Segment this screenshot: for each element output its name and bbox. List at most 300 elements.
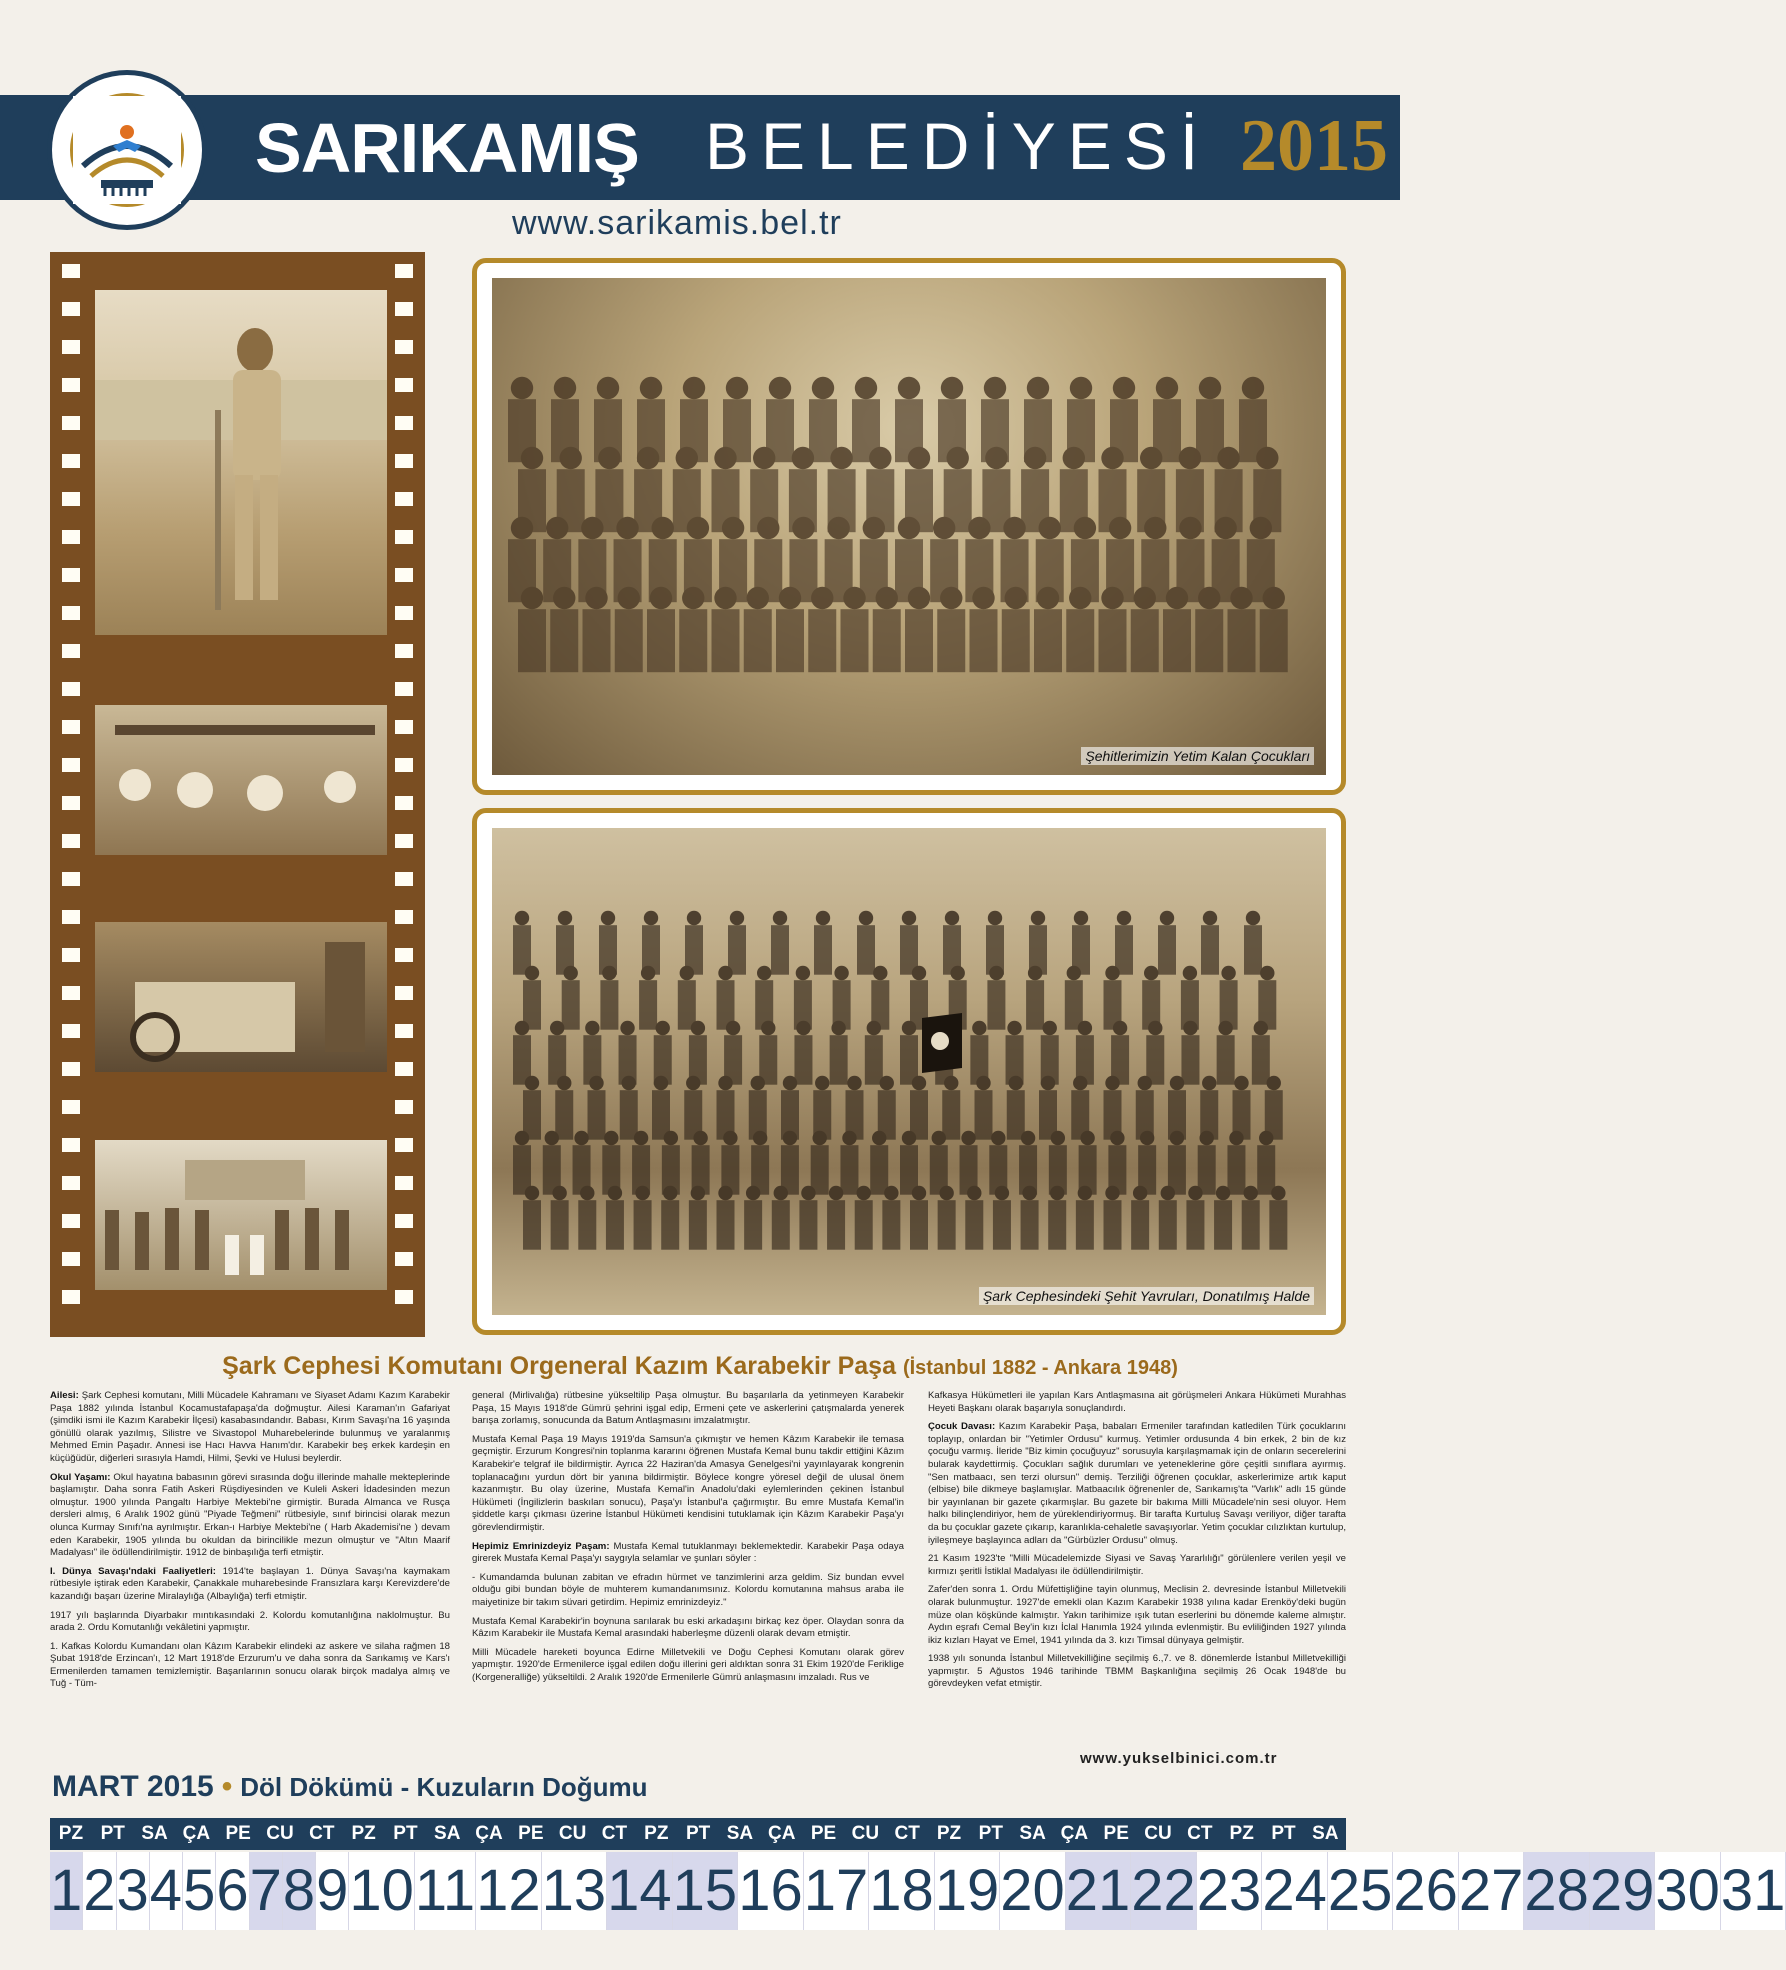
figure-head [995,1186,1009,1200]
figure-head [652,517,674,539]
figure-body [1252,1035,1270,1085]
photo-credit-website[interactable]: www.yukselbinici.com.tr [1080,1750,1278,1767]
sprocket-hole [62,986,80,1000]
article-paragraph [472,1434,904,1535]
municipality-website[interactable]: www.sarikamis.bel.tr [512,204,842,242]
calendar-day: 27 [1459,1852,1525,1930]
weekday-label: CU [266,1823,294,1844]
figure-head [968,517,990,539]
sprocket-hole [62,1252,80,1266]
figure-head [1217,447,1239,469]
figure-head [816,911,830,925]
figure-head [792,517,814,539]
figure-body [942,1090,960,1140]
figure-head [873,966,887,980]
figure-head [560,447,582,469]
brand-name-light: BELEDİYESİ [705,109,1211,183]
figure-head [834,966,848,980]
figure-head [525,1186,539,1200]
calendar-day: 2 [83,1852,116,1930]
sprocket-hole [395,1252,413,1266]
figure-body [588,1090,606,1140]
figure-head [863,517,885,539]
sprocket-hole [62,948,80,962]
figure-body [814,925,832,975]
paragraph-heading: Okul Yaşamı: [50,1471,111,1483]
figure-body [970,609,998,672]
sprocket-hole [62,1138,80,1152]
paragraph-text: 1917 yılı başlarında Diyarbakır mıntıkasındaki 2. Kolordu komutanlığına naklolmuştur. Bu arada 2. Ordu Komutanlığı vekâletini yapmıştır. [50,1609,450,1634]
paragraph-text: 1938 yılı sonunda İstanbul Milletvekilliğine seçilmiş 6.,7. ve 8. dönemlerde İstanbul Milletvekilliği yapmıştır. 5 Ağustos 1946 tarihinde TBMM Başkanlığına seçilmiş 26 Ocak 1948'de bu görevdeyken vefat etmiştir. [928,1653,1346,1690]
figure-head [801,1186,815,1200]
figure-head [985,447,1007,469]
figure-body [1186,1200,1204,1250]
photo-frame-children-exercise [95,705,387,855]
figure-head [902,1021,916,1035]
weekday-label: SA [726,1823,754,1844]
sprocket-hole [395,986,413,1000]
figure-head [1134,587,1156,609]
figure-body [1131,609,1159,672]
article-paragraph [50,1566,450,1604]
figure-head [687,517,709,539]
figure-body [1076,1200,1094,1250]
paragraph-heading: Ailesi: [50,1390,79,1401]
sprocket-hole [395,492,413,506]
figure-head [757,517,779,539]
sprocket-hole [395,644,413,658]
article-paragraph [928,1584,1346,1647]
figure-head [843,587,865,609]
figure-head [718,1186,732,1200]
calendar-day: 3 [117,1852,150,1930]
figure-head [635,1186,649,1200]
figure-body [689,1200,707,1250]
calendar-day: 31 [1721,1852,1786,1930]
figure-head [1242,377,1264,399]
article-title-years: (İstanbul 1882 - Ankara 1948) [902,1357,1178,1379]
figure-body [938,1200,956,1250]
weekday-label: CU [1144,1823,1172,1844]
sprocket-hole [62,910,80,924]
figure-body [518,609,546,672]
figure-head [1179,517,1201,539]
figure-head [1113,377,1135,399]
figure-body [1257,1145,1275,1195]
calendar-day: 21 [1066,1852,1132,1930]
article-paragraph [472,1541,904,1566]
figure-head [773,911,787,925]
figure-head [1161,1186,1175,1200]
figure-head [1050,1186,1064,1200]
figure-head [676,447,698,469]
figure-head [1203,911,1217,925]
figure-head [812,1131,826,1145]
figure-body [1158,925,1176,975]
figure-head [1183,966,1197,980]
printing-press-photo [95,922,387,1072]
figure-body [905,609,933,672]
paragraph-text: Mustafa Kemal Karabekir'in boynuna sarılarak bu eski arkadaşını birkaç kez öper. Olaydan sonra da Kâzım Karabekir ile Mustafa Kemal arasındaki haberleşme düzenli olarak devam etmiştir. [472,1615,904,1640]
figure-body [550,609,578,672]
figure-body [987,980,1005,1029]
figure-head [1170,1131,1184,1145]
photo-frame-printing-press [95,922,387,1072]
figure-head [912,966,926,980]
figure-body [620,1090,638,1140]
figure-head [1244,1186,1258,1200]
figure-head [940,587,962,609]
figure-head [941,377,963,399]
figure-head [1113,1021,1127,1035]
figure-body [855,1200,873,1250]
figure-body [993,1200,1011,1250]
figure-head [783,1076,797,1090]
calendar-day: 26 [1393,1852,1459,1930]
figure-body [523,1200,541,1250]
calendar-day: 18 [869,1852,935,1930]
paragraph-heading: Hepimiz Emrinizdeyiz Paşam: [472,1540,610,1552]
sprocket-hole [395,606,413,620]
calendar-day: 23 [1197,1852,1263,1930]
figure-head [545,1131,559,1145]
paragraph-text: Mustafa Kemal tutuklanmayı beklemektedir. Karabekir Paşa odaya girerek Mustafa Kemal Paşa'yı saygıyla selamlar ve şunları söyler : [472,1540,904,1565]
calendar-day: 4 [150,1852,183,1930]
figure-head [558,911,572,925]
sprocket-hole [395,796,413,810]
figure-body [910,1200,928,1250]
figure-head [827,517,849,539]
figure-head [1074,517,1096,539]
figure-head [691,1021,705,1035]
brand-name-bold: SARIKAMIŞ [255,109,639,187]
figure-body [661,1200,679,1250]
figure-head [1267,1076,1281,1090]
sprocket-hole [62,872,80,886]
figure-body [647,609,675,672]
figure-head [1022,1186,1036,1200]
sprocket-hole [62,568,80,582]
weekday-label: CU [851,1823,880,1844]
weekday-label: PZ [58,1823,84,1844]
sprocket-hole [62,644,80,658]
figure-head [687,911,701,925]
sprocket-hole [395,1062,413,1076]
calendar-day: 28 [1524,1852,1590,1930]
figure-body [1048,1200,1066,1250]
sprocket-hole [62,264,80,278]
figure-head [898,517,920,539]
figure-head [683,377,705,399]
paragraph-text: 1. Kafkas Kolordu Kumandanı olan Kâzım Karabekir elindeki az askere ve silaha rağmen 18 Şubat 1918'de Erzincan'ı, 12 Mart 1918'de Erzurum'u ve daha sonra da Sarıkamış ve Kars'ı Ermenilerden tamamen temizlemiştir. Başarılarının sonucu olarak birçok madalya almış ve Tuğ - Tüm- [50,1640,450,1690]
figure-head [932,1131,946,1145]
calendar-day: 19 [935,1852,1001,1930]
article-paragraph [472,1572,904,1610]
weekday-label: PT [1271,1823,1296,1844]
figure-head [829,1186,843,1200]
figure-head [1234,1076,1248,1090]
figure-body [776,609,804,672]
sprocket-hole [62,834,80,848]
figure-head [1138,1076,1152,1090]
figure-head [984,377,1006,399]
calendar-year: 2015 [1240,105,1388,187]
figure-body [606,1200,624,1250]
article-column-3 [928,1390,1346,1697]
article-column-1 [50,1390,450,1697]
figure-head [1105,1076,1119,1090]
article-paragraph [472,1390,904,1428]
figure-head [580,1186,594,1200]
figure-body [857,925,875,975]
figure-head [515,911,529,925]
weekday-label: ÇA [767,1823,796,1844]
figure-head [1256,447,1278,469]
figure-head [1101,447,1123,469]
sprocket-hole [395,1138,413,1152]
children-regiment-illustration [492,828,1326,1315]
figure-head [1166,587,1188,609]
weekday-label: PZ [936,1823,962,1844]
figure-body [1034,609,1062,672]
figure-body [1181,1035,1199,1085]
sprocket-hole [395,948,413,962]
figure-head [1133,1186,1147,1200]
figure-head [876,587,898,609]
figure-head [1028,966,1042,980]
figure-body [1099,609,1127,672]
figure-head [1230,587,1252,609]
sprocket-hole [395,834,413,848]
figure-head [753,447,775,469]
figure-head [944,1076,958,1090]
figure-head [1246,911,1260,925]
figure-body [744,609,772,672]
figure-head [1005,587,1027,609]
figure-head [1156,377,1178,399]
figure-body [1228,609,1256,672]
figure-head [1109,517,1131,539]
figure-head [753,1131,767,1145]
figure-body [1244,925,1262,975]
figure-head [1216,1186,1230,1200]
figure-body [827,1200,845,1250]
sprocket-hole [62,682,80,696]
sprocket-hole [395,568,413,582]
weekday-label: ÇA [475,1823,503,1844]
figure-head [1271,1186,1285,1200]
article-paragraph [50,1641,450,1691]
figure-head [730,911,744,925]
figure-head [574,1131,588,1145]
figure-head [693,1131,707,1145]
figure-body [811,1145,829,1195]
figure-head [783,1131,797,1145]
figure-head [988,911,1002,925]
paragraph-text: 21 Kasım 1923'te "Milli Mücadelemizde Siyasi ve Savaş Yararlılığı" görülenlere verilen yeşil ve kırmızı şeritli İstiklal Madalyası ile ödüllendirilmiştir. [928,1553,1346,1577]
figure-head [1140,447,1162,469]
figure-head [723,1131,737,1145]
figure-head [608,1186,622,1200]
figure-head [1021,1131,1035,1145]
figure-body [678,980,696,1029]
paragraph-text: Şark Cephesi komutanı, Milli Mücadele Kahramanı ve Siyaset Adamı Kazım Karabekir Paşa 1882 yılında İstanbul Kocamustafapaşa'da doğmuştur. Ailesi Karaman'ın Gafariyat (şimdiki ismi ile Kazım Karabekir İlçesi) kasabasındandır. Babası, Kırım Savaşı'na 16 yaşında gönüllü olarak yazılmış, Silistre ve Sivastopol Muharebelerinde bulunmuş ve yaralanmış Mehmed Emin Paşadır. Annesi ise Hacı Havva Hanım'dır. Karabekir beş erkek kardeşin en küçüğüdür, diğerleri sırasıyla Hamdi, Hilmi, Şevki ve Hulusi beylerdir. [50,1390,450,1464]
figure-body [799,1200,817,1250]
figure-body [1131,1200,1149,1250]
figure-body [562,980,580,1029]
figure-head [1117,911,1131,925]
weekday-label: CT [601,1823,628,1844]
figure-body [1104,1200,1122,1250]
figure-head [757,966,771,980]
photo-frame-group-outdoors [95,1140,387,1290]
figure-body [771,925,789,975]
sprocket-hole [62,606,80,620]
figure-head [598,447,620,469]
figure-head [550,1021,564,1035]
sprocket-hole [395,1024,413,1038]
weekday-label: PT [685,1823,711,1844]
sprocket-hole [62,416,80,430]
sprocket-hole [395,378,413,392]
figure-head [989,966,1003,980]
figure-body [1217,1035,1235,1085]
orphaned-children-photo [492,278,1326,775]
figure-head [634,1131,648,1145]
sprocket-hole [395,682,413,696]
figure-head [976,1076,990,1090]
figure-head [1218,1021,1232,1035]
figure-body [1007,1090,1025,1140]
figure-body [615,609,643,672]
figure-body [578,1200,596,1250]
figure-head [1254,1021,1268,1035]
paragraph-text: Zafer'den sonra 1. Ordu Müfettişliğine tayin olunmuş, Meclisin 2. devresinde İstanbul Milletvekili olarak bulunmuştur. 1927'de emekli olan Kazım Karabekir 1938 yılına kadar Erenköy'deki bugün müze olan köşkünde kalmıştır. Yakın tarihimize ışık tutan eserlerini bu dönemde kaleme almıştır. Aydın eşrafı Cemal Bey'in kızı İclal Hanımla 1924 yılında evlenmiştir. Bu evliliğinden 1927 yılında ikiz kızları Hayat ve Emel, 1941 yılında da 3. kızı Timsal dünyaya gelmiştir. [928,1584,1346,1646]
sprocket-hole [62,796,80,810]
figure-head [597,377,619,399]
sprocket-hole [62,1024,80,1038]
figure-head [714,447,736,469]
figure-head [961,1131,975,1145]
sprocket-hole [395,530,413,544]
figure-body [1115,925,1133,975]
figure-head [933,517,955,539]
figure-body [679,609,707,672]
calendar-day: 11 [415,1852,476,1930]
figure-head [1009,1076,1023,1090]
weekday-label: ÇA [1060,1823,1089,1844]
calendar-day: 7 [250,1852,283,1930]
calendar-day-row [50,1852,1786,1930]
figure-body [1201,925,1219,975]
calendar-month-subtitle: Döl Dökümü - Kuzuların Doğumu [240,1772,648,1802]
figure-body [639,980,657,1029]
figure-head [1105,1186,1119,1200]
figure-body [975,1090,993,1140]
calendar-day: 8 [283,1852,316,1930]
paragraph-text: 1914'te başlayan 1. Dünya Savaşı'na kaymakam rütbesiyle iştirak eden Karabekir, Çanakkale muharebesinde Fransızlara karşı Kerevizdere'de kazandığı başarı üzerine Miralaylığa (Albaylığa) terfi etmiştir. [50,1565,450,1602]
sprocket-hole [62,720,80,734]
figure-head [1263,587,1285,609]
sprocket-hole [395,454,413,468]
figure-head [1024,447,1046,469]
figure-body [830,1035,848,1085]
figure-head [774,1186,788,1200]
figure-body [1065,980,1083,1029]
figure-head [779,587,801,609]
sprocket-hole [395,416,413,430]
figure-head [515,1021,529,1035]
figure-body [865,1035,883,1085]
figure-head [947,447,969,469]
figure-head [718,1076,732,1090]
sprocket-hole [62,492,80,506]
calendar-day: 29 [1590,1852,1656,1930]
figure-head [972,1021,986,1035]
figure-head [792,447,814,469]
article-paragraph [928,1390,1346,1415]
figure-head [898,377,920,399]
sprocket-hole [395,872,413,886]
calendar-month-label: MART 2015 [52,1770,214,1803]
weekday-label: CT [894,1823,920,1844]
weekday-label: CT [1187,1823,1213,1844]
soldier-children-photo-frame [472,808,1346,1335]
figure-head [811,587,833,609]
weekday-label: CU [558,1823,587,1844]
figure-head [641,966,655,980]
logo-emblem [70,93,184,207]
figure-head [1080,1131,1094,1145]
figure-head [1074,911,1088,925]
calendar-day: 20 [1000,1852,1066,1930]
figure-head [554,377,576,399]
figure-body [1260,609,1288,672]
figure-head [664,1131,678,1145]
calendar-day: 6 [216,1852,249,1930]
article-paragraph [50,1472,450,1560]
figure-head [867,1021,881,1035]
figure-head [585,1021,599,1035]
figure-head [967,1186,981,1200]
figure-head [991,1131,1005,1145]
soldier-children-caption: Şark Cephesindeki Şehit Yavruları, Donatılmış Halde [979,1287,1314,1305]
weekday-label: PZ [644,1823,669,1844]
figure-head [1160,911,1174,925]
figure-head [546,517,568,539]
article-paragraph [472,1616,904,1641]
figure-head [589,1076,603,1090]
sprocket-hole [62,340,80,354]
figure-body [1242,1200,1260,1250]
figure-head [1140,1131,1154,1145]
children-group-illustration [492,278,1326,775]
figure-head [1041,1076,1055,1090]
figure-head [1043,1021,1057,1035]
figure-head [902,1131,916,1145]
weekday-label: PE [810,1823,837,1844]
sprocket-hole [395,1214,413,1228]
figure-body [744,1200,762,1250]
figure-head [1110,1131,1124,1145]
paragraph-text: Mustafa Kemal Paşa 19 Mayıs 1919'da Samsun'a çıkmıştır ve hemen Kâzım Karabekir ile temasa geçmiştir. Erzurum Kongresi'nin toplanma kararını öğrenen Mustafa Kemal bunu takdir ettiğini Kâzım Karabekir'e telgraf ile bildirmiştir. Ayrıca 22 Haziran'da Amasya Genelgesi'ni yayınlayarak kongrenin toplanacağını yurdun dört bir yanına bildirmiştir. Böylece kongre yöresel değil de ulusal önem kazanmıştır. Bu olay üzerine, Mustafa Kemal'in Anadolu'daki eylemlerinden çekinen İstanbul Hükümeti (İngilizlerin baskıları sonucu), Paşa'yı İstanbul'a çağırmıştır. Bu emre Mustafa Kemal'in şiddetle karşı çıkması üzerine İstanbul Hükümeti kendisini tutuklamak için Kâzım Karabekir Paşa'yı görevlendirmiştir. [472,1433,904,1533]
weekday-label: SA [1019,1823,1046,1844]
paragraph-text: - Kumandamda bulunan zabitan ve efradın hürmet ve tanzimlerini arza geldim. Siz bundan evvel olduğu gibi bundan böyle de muhterem kumandanımsınız. Kolordu komutanına mahsus araba ile maiyetinize bir takım süvari getirdim. Hepimiz emrinizdeyiz." [472,1571,904,1608]
figure-head [939,1186,953,1200]
figure-head [880,1076,894,1090]
article-paragraph [50,1390,450,1466]
figure-head [831,1021,845,1035]
